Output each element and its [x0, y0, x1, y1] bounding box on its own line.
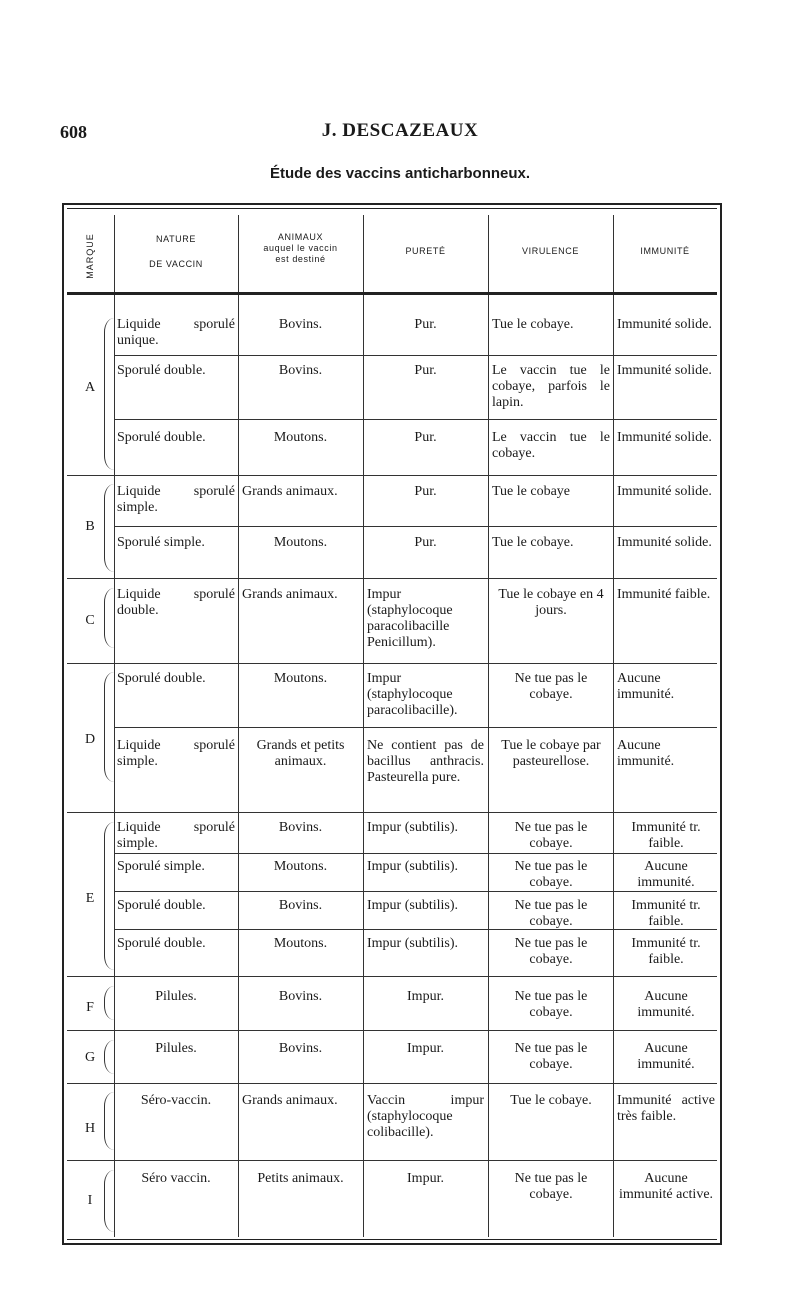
header-animaux: ANIMAUX auquel le vaccin est destiné: [263, 232, 338, 264]
cell-immunite: Immunité solide.: [617, 363, 712, 378]
cell-purete: Pur.: [414, 484, 437, 499]
cell-nature: Liquide sporulé unique.: [117, 317, 235, 348]
cell-virulence: Le vaccin tue le cobaye.: [492, 430, 610, 461]
row-separator: [114, 419, 717, 420]
cell-immunite: Immunité faible.: [617, 587, 711, 602]
cell-virulence: Ne tue pas le cobaye.: [514, 898, 588, 929]
cell-immunite: Immunité tr. faible.: [631, 936, 701, 967]
header-virulence: VIRULENCE: [522, 246, 579, 256]
cell-nature: Séro-vaccin.: [140, 1093, 212, 1108]
cell-purete: Ne contient pas de bacillus anthracis. Pasteurella pure.: [367, 738, 484, 785]
cell-immunite: Immunité active très faible.: [617, 1093, 715, 1124]
cell-immunite: Aucune immunité.: [617, 671, 675, 702]
cell-virulence: Tue le cobaye en 4 jours.: [498, 587, 604, 618]
cell-purete: Pur.: [414, 535, 437, 550]
cell-animaux: Grands animaux.: [242, 587, 338, 602]
group-mark: I: [87, 1193, 93, 1208]
cell-animaux: Grands et petits animaux.: [256, 738, 345, 769]
cell-nature: Sporulé simple.: [117, 535, 205, 550]
cell-immunite: Immunité tr. faible.: [631, 820, 701, 851]
header-rule: [67, 292, 717, 295]
group-mark: E: [85, 891, 95, 906]
cell-nature: Séro vaccin.: [141, 1171, 211, 1186]
cell-immunite: Immunité solide.: [617, 430, 712, 445]
cell-virulence: Tue le cobaye.: [492, 535, 574, 550]
group-mark: F: [86, 1000, 94, 1015]
header-immunite: IMMUNITÉ: [640, 246, 690, 256]
group-separator: [67, 976, 717, 977]
group-mark: C: [85, 613, 95, 628]
group-separator: [67, 1083, 717, 1084]
cell-virulence: Ne tue pas le cobaye.: [514, 671, 588, 702]
cell-immunite: Aucune immunité active.: [618, 1171, 714, 1202]
page-number: 608: [60, 122, 87, 142]
row-separator: [114, 727, 717, 728]
group-mark: D: [84, 732, 96, 747]
group-separator: [67, 663, 717, 664]
cell-purete: Impur (subtilis).: [367, 936, 458, 951]
group-mark: B: [85, 519, 95, 534]
cell-purete: Impur (subtilis).: [367, 859, 458, 874]
row-separator: [114, 355, 717, 356]
cell-virulence: Ne tue pas le cobaye.: [514, 820, 588, 851]
group-separator: [67, 578, 717, 579]
cell-immunite: Aucune immunité.: [637, 859, 695, 890]
cell-purete: Impur.: [407, 1041, 444, 1056]
cell-animaux: Moutons.: [273, 535, 328, 550]
cell-purete: Pur.: [414, 317, 437, 332]
cell-purete: Impur.: [407, 989, 444, 1004]
cell-immunite: Immunité solide.: [617, 484, 712, 499]
cell-animaux: Grands animaux.: [242, 1093, 338, 1108]
cell-animaux: Bovins.: [278, 820, 323, 835]
cell-nature: Sporulé double.: [117, 430, 206, 445]
cell-animaux: Moutons.: [273, 671, 328, 686]
cell-animaux: Moutons.: [273, 430, 328, 445]
group-brace: [104, 672, 115, 782]
group-mark: A: [84, 380, 96, 395]
cell-nature: Liquide sporulé simple.: [117, 738, 235, 769]
cell-virulence: Tue le cobaye.: [492, 317, 574, 332]
cell-animaux: Bovins.: [278, 1041, 323, 1056]
running-head: J. DESCAZEAUX: [321, 120, 479, 141]
group-separator: [67, 1160, 717, 1161]
cell-nature: Liquide sporulé simple.: [117, 820, 235, 851]
group-separator: [67, 1030, 717, 1031]
cell-immunite: Aucune immunité.: [617, 738, 675, 769]
cell-animaux: Bovins.: [278, 363, 323, 378]
cell-immunite: Aucune immunité.: [637, 989, 695, 1020]
row-separator: [114, 891, 717, 892]
cell-virulence: Ne tue pas le cobaye.: [514, 936, 588, 967]
cell-animaux: Moutons.: [273, 936, 328, 951]
cell-nature: Sporulé double.: [117, 671, 206, 686]
cell-immunite: Immunité solide.: [617, 317, 712, 332]
cell-virulence: Tue le cobaye: [492, 484, 571, 499]
cell-animaux: Bovins.: [278, 317, 323, 332]
cell-virulence: Le vaccin tue le cobaye, parfois le lapin.: [492, 363, 610, 410]
cell-purete: Pur.: [414, 363, 437, 378]
cell-immunite: Aucune immunité.: [637, 1041, 695, 1072]
cell-animaux: Bovins.: [278, 898, 323, 913]
cell-animaux: Petits animaux.: [257, 1171, 344, 1186]
cell-immunite: Immunité solide.: [617, 535, 712, 550]
cell-immunite: Immunité tr. faible.: [631, 898, 701, 929]
cell-animaux: Bovins.: [278, 989, 323, 1004]
group-mark: G: [84, 1050, 96, 1065]
row-separator: [114, 853, 717, 854]
cell-virulence: Ne tue pas le cobaye.: [514, 1041, 588, 1072]
cell-nature: Sporulé double.: [117, 898, 206, 913]
cell-purete: Pur.: [414, 430, 437, 445]
cell-virulence: Tue le cobaye.: [510, 1093, 592, 1108]
cell-nature: Pilules.: [155, 1041, 197, 1056]
cell-purete: Vaccin impur (staphylocoque colibacille).: [367, 1093, 484, 1140]
cell-animaux: Moutons.: [273, 859, 328, 874]
cell-purete: Impur (subtilis).: [367, 898, 458, 913]
group-separator: [67, 475, 717, 476]
group-separator: [67, 812, 717, 813]
cell-purete: Impur (staphylocoque paracolibacille Penicillum).: [367, 587, 453, 650]
cell-virulence: Ne tue pas le cobaye.: [514, 989, 588, 1020]
cell-purete: Impur (staphylocoque paracolibacille).: [367, 671, 458, 718]
cell-nature: Sporulé double.: [117, 936, 206, 951]
group-mark: H: [84, 1121, 96, 1136]
row-separator: [114, 526, 717, 527]
cell-virulence: Tue le cobaye par pasteurellose.: [501, 738, 601, 769]
cell-nature: Liquide sporulé double.: [117, 587, 235, 618]
header-marque: MARQUE: [85, 233, 95, 279]
cell-purete: Impur.: [407, 1171, 444, 1186]
cell-virulence: Ne tue pas le cobaye.: [514, 1171, 588, 1202]
cell-animaux: Grands animaux.: [242, 484, 338, 499]
cell-nature: Pilules.: [155, 989, 197, 1004]
cell-nature: Liquide sporulé simple.: [117, 484, 235, 515]
cell-nature: Sporulé double.: [117, 363, 206, 378]
header-nature: NATURE DE VACCIN: [149, 234, 203, 269]
cell-virulence: Ne tue pas le cobaye.: [514, 859, 588, 890]
cell-nature: Sporulé simple.: [117, 859, 205, 874]
table-title: Étude des vaccins anticharbonneux.: [269, 165, 531, 182]
cell-purete: Impur (subtilis).: [367, 820, 458, 835]
header-purete: PURETÉ: [405, 246, 446, 256]
